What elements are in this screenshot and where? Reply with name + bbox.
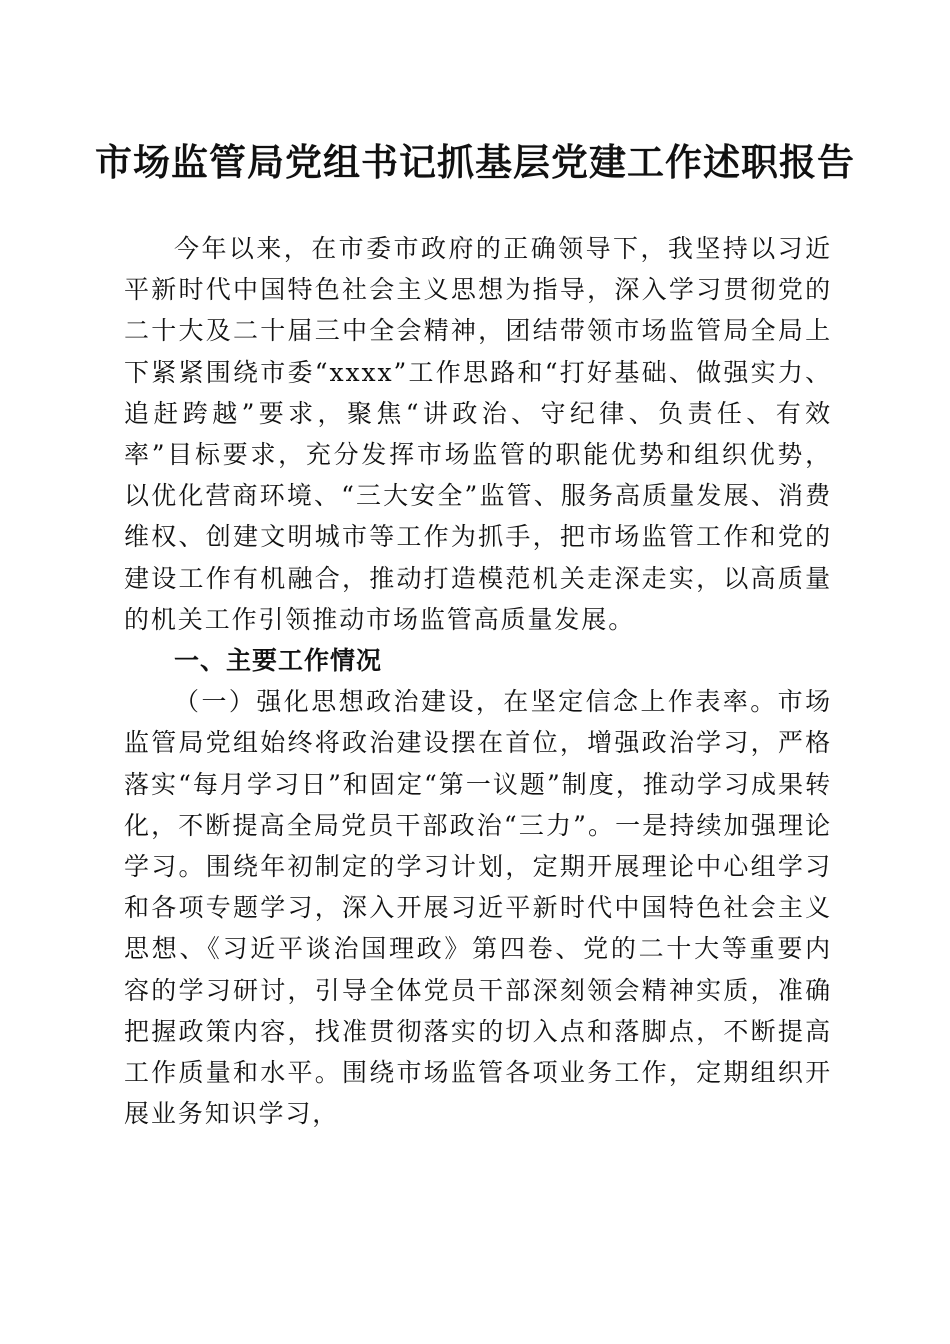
document-body xyxy=(124,228,832,1134)
page-title: 市场监管局党组书记抓基层党建工作述职报告 xyxy=(95,140,855,184)
subsection-body: 市场监管局党组始终将政治建设摆在首位，增强政治学习，严格落实“每月学习日”和固定“第一议题”制度，推动学习成果转化，不断提高全局党员干部政治“三力”。一是持续加强理论学习。围绕年初制定的学习计划，定期开展理论中心组学习和各项专题学习，深入开展习近平新时代中国特色社会主义思想、《习近平谈治国理政》第四卷、党的二十大等重要内容的学习研讨，引导全体党员干部深刻领会精神实质，准确把握政策内容，找准贯彻落实的切入点和落脚点，不断提高工作质量和水平。围绕市场监管各项业务工作，定期组织开展业务知识学习， xyxy=(124,687,832,1129)
subsection-lead: （一）强化思想政治建设，在坚定信念上作表率。 xyxy=(174,687,778,717)
intro-paragraph: 今年以来，在市委市政府的正确领导下，我坚持以习近平新时代中国特色社会主义思想为指导，深入学习贯彻党的二十大及二十届三中全会精神，团结带领市场监管局全局上下紧紧围绕市委“xxxx”工作思路和“打好基础、做强实力、追赶跨越”要求，聚焦“讲政治、守纪律、负责任、有效率”目标要求，充分发挥市场监管的职能优势和组织优势，以优化营商环境、“三大安全”监管、服务高质量发展、消费维权、创建文明城市等工作为抓手，把市场监管工作和党的建设工作有机融合，推动打造模范机关走深走实，以高质量的机关工作引领推动市场监管高质量发展。 xyxy=(124,234,832,634)
section-heading-main-work: 一、主要工作情况 xyxy=(174,646,383,676)
subsection-paragraph-1 xyxy=(124,681,832,1134)
